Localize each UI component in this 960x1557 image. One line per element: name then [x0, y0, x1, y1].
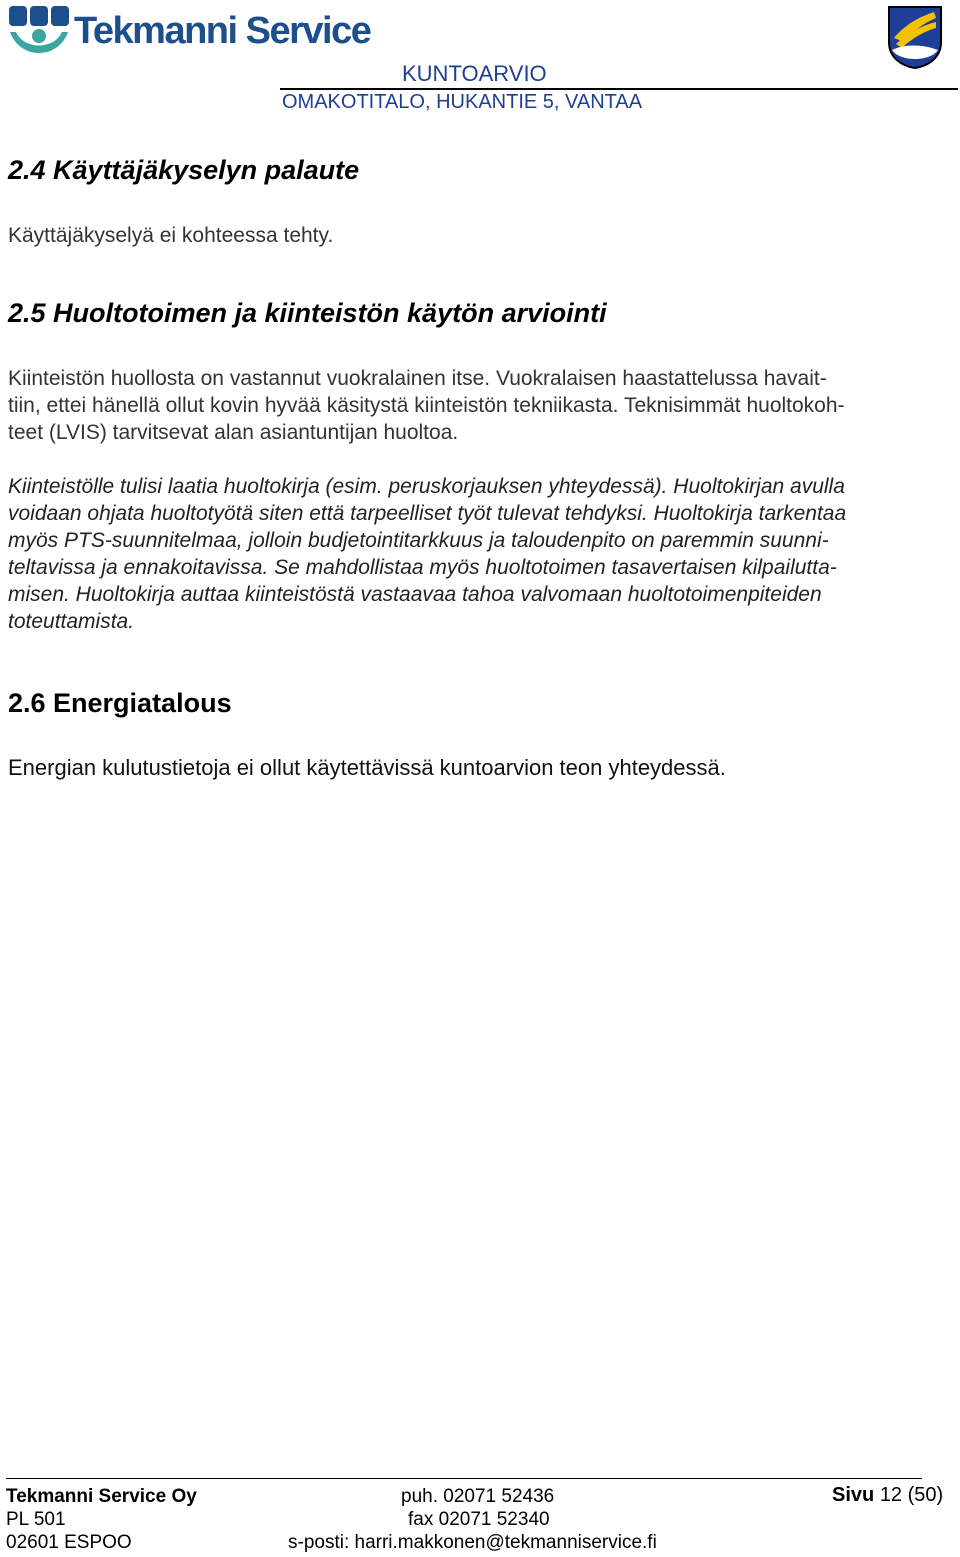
section-2-5-paragraph-1: [8, 365, 956, 446]
paragraph-line: Kiinteistön huollosta on vastannut vuokralainen itse. Vuokralaisen haastattelussa havait-: [8, 367, 827, 390]
section-heading-2-4: 2.4 Käyttäjäkyselyn palaute: [8, 155, 360, 185]
paragraph-line: toteuttamista.: [8, 610, 135, 633]
document-subtitle: OMAKOTITALO, HUKANTIE 5, VANTAA: [282, 91, 643, 113]
footer-company: Tekmanni Service Oy: [6, 1486, 197, 1507]
footer-phone: puh. 02071 52436: [401, 1486, 555, 1507]
paragraph-line: tiin, ettei hänellä ollut kovin hyvää käsitystä kiinteistön tekniikasta. Teknisimmät huoltokoh-: [8, 394, 845, 417]
paragraph-line: teltavissa ja ennakoitavissa. Se mahdollistaa myös huoltotoimen tasavertaisen kilpailutta-: [8, 556, 837, 579]
footer-email[interactable]: s-posti: harri.makkonen@tekmanniservice.fi: [288, 1532, 657, 1553]
section-heading-2-5: 2.5 Huoltotoimen ja kiinteistön käytön arviointi: [8, 298, 607, 328]
footer-divider: [6, 1478, 922, 1479]
section-2-4-paragraph: [8, 222, 956, 249]
footer-page-indicator: [832, 1484, 943, 1507]
section-heading-2-6: 2.6 Energiatalous: [8, 688, 232, 718]
paragraph-line: Käyttäjäkyselyä ei kohteessa tehty.: [8, 224, 334, 247]
company-logo: [6, 2, 371, 64]
paragraph-line: voidaan ohjata huoltotyötä siten että tarpeelliset työt tulevat tehdyksi. Huoltokirja tarkentaa: [8, 502, 847, 525]
footer-fax: fax 02071 52340: [408, 1509, 550, 1530]
section-2-6-paragraph: [8, 754, 956, 781]
section-2-5-paragraph-2: [8, 473, 956, 635]
footer-postal: 02601 ESPOO: [6, 1532, 132, 1553]
vantaa-crest-icon: [886, 4, 944, 70]
paragraph-line: myös PTS-suunnitelmaa, jolloin budjetointitarkkuus ja taloudenpito on paremmin suunni-: [8, 529, 829, 552]
paragraph-line: teet (LVIS) tarvitsevat alan asiantuntijan huoltoa.: [8, 421, 459, 444]
header-divider: [280, 88, 958, 90]
paragraph-line: Kiinteistölle tulisi laatia huoltokirja (esim. peruskorjauksen yhteydessä). Huoltokirjan avulla: [8, 475, 845, 498]
paragraph-line: misen. Huoltokirja auttaa kiinteistöstä vastaavaa tahoa valvomaan huoltotoimenpiteiden: [8, 583, 822, 606]
page-label: Sivu: [832, 1484, 875, 1506]
tekmanni-logo-icon: [6, 2, 72, 64]
document-title: KUNTOARVIO: [402, 61, 547, 86]
page-number: 12 (50): [879, 1484, 944, 1506]
footer-pobox: PL 501: [6, 1509, 66, 1530]
logo-text: Tekmanni Service: [74, 10, 371, 52]
paragraph-line: Energian kulutustietoja ei ollut käytettävissä kuntoarvion teon yhteydessä.: [8, 755, 726, 780]
